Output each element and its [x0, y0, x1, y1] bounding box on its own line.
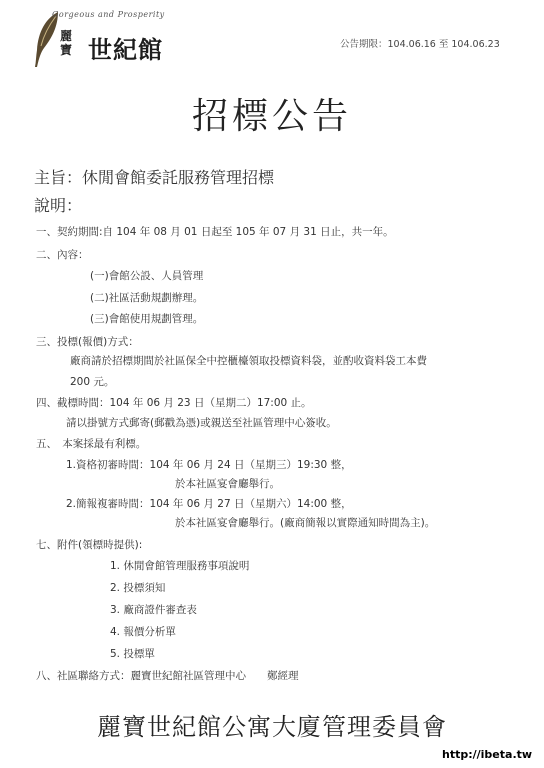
clause-contract-period: 一、契約期間:自 104 年 08 月 01 日起至 105 年 07 月 31 日止，共一年。 — [36, 226, 394, 238]
bid-method-text: 廠商請於招標期間於社區保全中控櫃檯領取投標資料袋，並酌收資料袋工本費 — [70, 355, 427, 367]
committee-signature: 麗寶世紀館公寓大廈管理委員會 — [97, 713, 447, 741]
clause-attachments: 七、附件(領標時提供): — [36, 539, 143, 551]
bid-method-fee: 200 元。 — [70, 376, 115, 388]
attachment-item-5: 5. 投標單 — [110, 648, 155, 660]
presentation-review-time: 2.簡報複審時間：104 年 06 月 27 日（星期六）14:00 整， — [66, 498, 352, 510]
presentation-review-venue: 於本社區宴會廳舉行。(廠商簡報以實際通知時間為主)。 — [175, 517, 436, 529]
clause-deadline: 四、截標時間：104 年 06 月 23 日（星期二）17:00 止。 — [36, 397, 312, 409]
clause-content-heading: 二、內容： — [36, 249, 89, 261]
attachment-item-3: 3. 廠商證件審查表 — [110, 604, 197, 616]
attachment-item-4: 4. 報價分析單 — [110, 626, 176, 638]
explanation-label: 說明： — [34, 196, 83, 215]
clause-best-bid: 五、 本案採最有利標。 — [36, 438, 147, 450]
logo-brand-text: 世紀館 — [88, 35, 163, 64]
deadline-instructions: 請以掛號方式郵寄(郵戳為憑)或親送至社區管理中心簽收。 — [66, 417, 337, 429]
logo-char-li: 麗 — [60, 29, 73, 43]
clause-contact: 八、社區聯絡方式：麗寶世紀館社區管理中心 鄭經理 — [36, 670, 299, 682]
initial-review-venue: 於本社區宴會廳舉行。 — [175, 478, 280, 490]
document-title: 招標公告 — [191, 96, 352, 137]
logo-script-text: Gorgeous and Prosperity — [52, 10, 165, 19]
attachment-item-2: 2. 投標須知 — [110, 582, 166, 594]
logo-char-bao: 寶 — [60, 43, 73, 57]
initial-review-time: 1.資格初審時間：104 年 06 月 24 日（星期三）19:30 整， — [66, 459, 352, 471]
content-item-1: (一)會館公設、人員管理 — [90, 270, 204, 282]
attachment-item-1: 1. 休閒會館管理服務事項說明 — [110, 560, 250, 572]
subject-line: 主旨：休閒會館委託服務管理招標 — [34, 168, 275, 187]
clause-bid-method: 三、投標(報價)方式： — [36, 336, 139, 348]
content-item-2: (二)社區活動規劃辦理。 — [90, 292, 204, 304]
watermark-url: http://ibeta.tw — [442, 748, 533, 761]
content-item-3: (三)會館使用規劃管理。 — [90, 313, 204, 325]
announcement-period: 公告期限：104.06.16 至 104.06.23 — [340, 39, 500, 50]
